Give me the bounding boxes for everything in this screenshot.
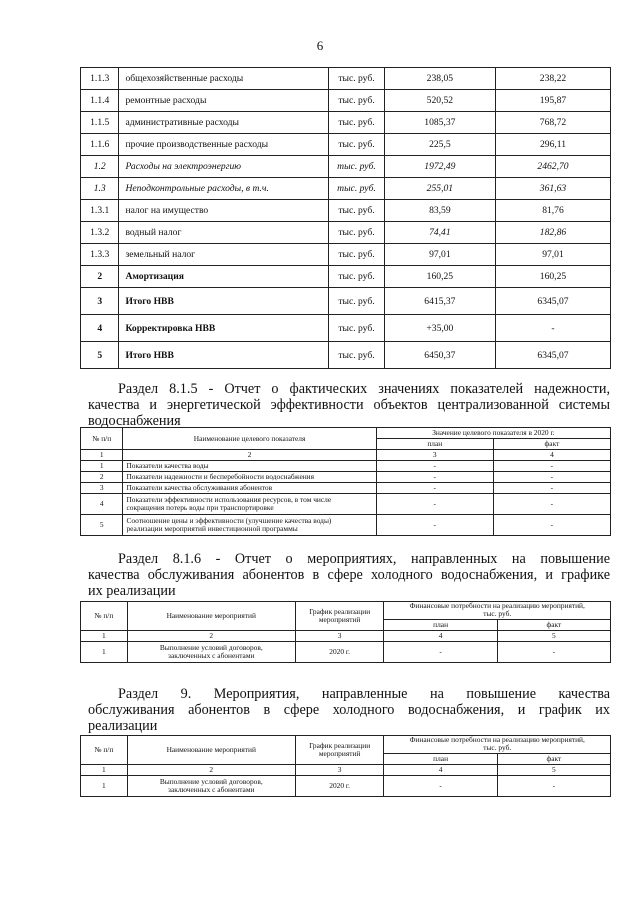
row-number: 5 bbox=[81, 515, 123, 536]
indicator-name: Показатели качества воды bbox=[123, 461, 376, 472]
indicator-name: Показатели качества обслуживания абонентов bbox=[123, 483, 376, 494]
row-number: 1.1.3 bbox=[81, 68, 119, 90]
heading-line: водоснабжения bbox=[88, 413, 181, 429]
header-line: Финансовые потребности на реализацию мероприятий, bbox=[409, 601, 585, 611]
cost-item-name: налог на имущество bbox=[119, 200, 329, 222]
header-cell: факт bbox=[497, 619, 610, 630]
table-row bbox=[81, 342, 611, 369]
table-row bbox=[81, 244, 611, 266]
row-number: 1.1.5 bbox=[81, 112, 119, 134]
plan-value: 1085,37 bbox=[384, 112, 495, 134]
fact-value: 2462,70 bbox=[495, 156, 610, 178]
table-row bbox=[81, 68, 611, 90]
heading-line: качества обслуживания абонентов в сфере холодного водоснабжения, и графике bbox=[88, 567, 610, 583]
table-row bbox=[81, 461, 611, 472]
indicator-name: Показатели надежности и бесперебойности водоснабжения bbox=[123, 472, 376, 483]
fact-value: 160,25 bbox=[495, 266, 610, 288]
unit: тыс. руб. bbox=[329, 68, 385, 90]
heading-line: обслуживания абонентов в сфере холодного водоснабжения, и график их bbox=[88, 702, 610, 718]
column-number: 2 bbox=[127, 631, 295, 642]
event-name-line: заключенных с абонентами bbox=[168, 651, 255, 660]
plan-value: 97,01 bbox=[384, 244, 495, 266]
indicator-name bbox=[123, 515, 376, 536]
header-line: тыс. руб. bbox=[483, 743, 512, 753]
table-row bbox=[81, 483, 611, 494]
row-number: 1.1.4 bbox=[81, 90, 119, 112]
indicator-name-line: Показатели эффективности использования ресурсов, в том числе bbox=[126, 495, 332, 504]
row-number: 1.3.2 bbox=[81, 222, 119, 244]
indicator-table bbox=[80, 427, 611, 536]
fact-value: 97,01 bbox=[495, 244, 610, 266]
row-number: 1.1.6 bbox=[81, 134, 119, 156]
unit: тыс. руб. bbox=[329, 178, 385, 200]
heading-line: реализации bbox=[88, 718, 158, 734]
header-line: тыс. руб. bbox=[483, 609, 512, 619]
fact-value: 238,22 bbox=[495, 68, 610, 90]
cost-table bbox=[80, 67, 611, 369]
plan-value: 238,05 bbox=[384, 68, 495, 90]
cost-item-name: общехозяйственные расходы bbox=[119, 68, 329, 90]
plan-value: 83,59 bbox=[384, 200, 495, 222]
fact-value: - bbox=[493, 494, 610, 515]
cost-item-name: Неподконтрольные расходы, в т.ч. bbox=[119, 178, 329, 200]
row-number: 1 bbox=[81, 642, 128, 663]
heading-line: Раздел 8.1.5 - Отчет о фактических значениях показателей надежности, bbox=[118, 381, 610, 397]
unit: тыс. руб. bbox=[329, 156, 385, 178]
table-row bbox=[81, 472, 611, 483]
indicator-name bbox=[123, 494, 376, 515]
plan-value: 1972,49 bbox=[384, 156, 495, 178]
unit: тыс. руб. bbox=[329, 315, 385, 342]
header-cell: план bbox=[384, 753, 497, 764]
fact-value: 768,72 bbox=[495, 112, 610, 134]
row-number: 3 bbox=[81, 288, 119, 315]
heading-line: качества и энергетической эффективности объектов централизованной системы bbox=[88, 397, 610, 413]
header-cell: план bbox=[376, 439, 493, 450]
event-name-line: Выполнение условий договоров, bbox=[159, 643, 263, 652]
page-number: 6 bbox=[316, 38, 324, 53]
header-cell: Наименование целевого показателя bbox=[123, 428, 376, 450]
plan-value: - bbox=[384, 642, 497, 663]
table-row bbox=[81, 156, 611, 178]
table-row bbox=[81, 776, 611, 797]
header-cell: № п/п bbox=[81, 736, 128, 765]
cost-item-name: Итого НВВ bbox=[119, 342, 329, 369]
header-cell: факт bbox=[497, 753, 610, 764]
column-number: 4 bbox=[384, 631, 497, 642]
header-cell: Наименование мероприятий bbox=[127, 736, 295, 765]
header-cell bbox=[384, 602, 611, 620]
column-number: 3 bbox=[376, 450, 493, 461]
table-header-row bbox=[81, 428, 611, 439]
cost-item-name: административные расходы bbox=[119, 112, 329, 134]
header-line: График реализации bbox=[309, 607, 371, 616]
column-number: 2 bbox=[127, 765, 295, 776]
column-number-row bbox=[81, 765, 611, 776]
plan-value: - bbox=[376, 461, 493, 472]
column-number: 3 bbox=[295, 765, 384, 776]
column-number-row bbox=[81, 450, 611, 461]
unit: тыс. руб. bbox=[329, 112, 385, 134]
unit: тыс. руб. bbox=[329, 288, 385, 315]
plan-value: - bbox=[376, 483, 493, 494]
row-number: 4 bbox=[81, 315, 119, 342]
row-number: 3 bbox=[81, 483, 123, 494]
row-number: 5 bbox=[81, 342, 119, 369]
cost-item-name: Амортизация bbox=[119, 266, 329, 288]
header-cell: Значение целевого показателя в 2020 г. bbox=[376, 428, 610, 439]
plan-value: 160,25 bbox=[384, 266, 495, 288]
header-cell: Наименование мероприятий bbox=[127, 602, 295, 631]
header-cell: № п/п bbox=[81, 428, 123, 450]
events-table-8-1-6 bbox=[80, 601, 611, 663]
event-name bbox=[127, 776, 295, 797]
row-number: 1 bbox=[81, 776, 128, 797]
table-row bbox=[81, 178, 611, 200]
column-number: 5 bbox=[497, 765, 610, 776]
table-row bbox=[81, 200, 611, 222]
plan-value: - bbox=[376, 515, 493, 536]
cost-table-body bbox=[81, 68, 611, 369]
table-row bbox=[81, 515, 611, 536]
heading-line: Раздел 9. Мероприятия, направленные на повышение качества bbox=[118, 686, 610, 702]
fact-value: - bbox=[497, 776, 610, 797]
plan-value: - bbox=[376, 472, 493, 483]
fact-value: 296,11 bbox=[495, 134, 610, 156]
unit: тыс. руб. bbox=[329, 222, 385, 244]
column-number: 2 bbox=[123, 450, 376, 461]
schedule-value: 2020 г. bbox=[295, 642, 384, 663]
table-row bbox=[81, 112, 611, 134]
fact-value: - bbox=[493, 472, 610, 483]
column-number: 4 bbox=[384, 765, 497, 776]
header-cell bbox=[295, 602, 384, 631]
plan-value: 6415,37 bbox=[384, 288, 495, 315]
event-name bbox=[127, 642, 295, 663]
header-cell: план bbox=[384, 619, 497, 630]
plan-value: 255,01 bbox=[384, 178, 495, 200]
fact-value: 81,76 bbox=[495, 200, 610, 222]
plan-value: 74,41 bbox=[384, 222, 495, 244]
cost-item-name: водный налог bbox=[119, 222, 329, 244]
header-cell: факт bbox=[493, 439, 610, 450]
fact-value: - bbox=[495, 315, 610, 342]
unit: тыс. руб. bbox=[329, 266, 385, 288]
section-9-heading bbox=[88, 686, 610, 734]
cost-item-name: Итого НВВ bbox=[119, 288, 329, 315]
fact-value: - bbox=[493, 515, 610, 536]
indicator-name-line: сокращения потерь воды при транспортировке bbox=[126, 503, 274, 512]
table-row bbox=[81, 134, 611, 156]
fact-value: - bbox=[493, 461, 610, 472]
table-row bbox=[81, 315, 611, 342]
cost-item-name: ремонтные расходы bbox=[119, 90, 329, 112]
header-line: График реализации bbox=[309, 741, 371, 750]
column-number: 4 bbox=[493, 450, 610, 461]
column-number: 3 bbox=[295, 631, 384, 642]
unit: тыс. руб. bbox=[329, 200, 385, 222]
row-number: 1 bbox=[81, 461, 123, 472]
header-cell bbox=[295, 736, 384, 765]
cost-item-name: земельный налог bbox=[119, 244, 329, 266]
unit: тыс. руб. bbox=[329, 134, 385, 156]
table-row bbox=[81, 642, 611, 663]
row-number: 1.3 bbox=[81, 178, 119, 200]
plan-value: 520,52 bbox=[384, 90, 495, 112]
column-number: 1 bbox=[81, 631, 128, 642]
column-number: 1 bbox=[81, 450, 123, 461]
table-row bbox=[81, 90, 611, 112]
fact-value: 182,86 bbox=[495, 222, 610, 244]
indicator-name-line: Соотношение цены и эффективности (улучшение качества воды) bbox=[126, 516, 332, 525]
row-number: 2 bbox=[81, 472, 123, 483]
plan-value: - bbox=[376, 494, 493, 515]
row-number: 2 bbox=[81, 266, 119, 288]
fact-value: 6345,07 bbox=[495, 288, 610, 315]
heading-line: Раздел 8.1.6 - Отчет о мероприятиях, направленных на повышение bbox=[118, 551, 610, 567]
cost-item-name: прочие производственные расходы bbox=[119, 134, 329, 156]
fact-value: - bbox=[497, 642, 610, 663]
fact-value: - bbox=[493, 483, 610, 494]
events-table-9 bbox=[80, 735, 611, 797]
unit: тыс. руб. bbox=[329, 90, 385, 112]
table-row bbox=[81, 266, 611, 288]
row-number: 4 bbox=[81, 494, 123, 515]
cost-item-name: Расходы на электроэнергию bbox=[119, 156, 329, 178]
header-line: Финансовые потребности на реализацию мероприятий, bbox=[409, 735, 585, 745]
event-name-line: заключенных с абонентами bbox=[168, 785, 255, 794]
schedule-value: 2020 г. bbox=[295, 776, 384, 797]
indicator-name-line: реализации мероприятий инвестиционной программы bbox=[126, 524, 298, 533]
fact-value: 361,63 bbox=[495, 178, 610, 200]
plan-value: - bbox=[384, 776, 497, 797]
section-8-1-6-heading bbox=[88, 551, 610, 599]
column-number: 1 bbox=[81, 765, 128, 776]
row-number: 1.3.1 bbox=[81, 200, 119, 222]
plan-value: +35,00 bbox=[384, 315, 495, 342]
header-line: мероприятий bbox=[318, 615, 361, 624]
table-row bbox=[81, 288, 611, 315]
table-row bbox=[81, 222, 611, 244]
header-line: мероприятий bbox=[318, 749, 361, 758]
header-cell bbox=[384, 736, 611, 754]
row-number: 1.2 bbox=[81, 156, 119, 178]
unit: тыс. руб. bbox=[329, 342, 385, 369]
header-cell: № п/п bbox=[81, 602, 128, 631]
plan-value: 225,5 bbox=[384, 134, 495, 156]
unit: тыс. руб. bbox=[329, 244, 385, 266]
fact-value: 6345,07 bbox=[495, 342, 610, 369]
heading-line: их реализации bbox=[88, 583, 176, 599]
plan-value: 6450,37 bbox=[384, 342, 495, 369]
cost-item-name: Корректировка НВВ bbox=[119, 315, 329, 342]
event-name-line: Выполнение условий договоров, bbox=[159, 777, 263, 786]
table-header-row bbox=[81, 736, 611, 754]
column-number: 5 bbox=[497, 631, 610, 642]
column-number-row bbox=[81, 631, 611, 642]
table-header-row bbox=[81, 602, 611, 620]
row-number: 1.3.3 bbox=[81, 244, 119, 266]
fact-value: 195,87 bbox=[495, 90, 610, 112]
section-8-1-5-heading bbox=[88, 381, 610, 429]
table-row bbox=[81, 494, 611, 515]
